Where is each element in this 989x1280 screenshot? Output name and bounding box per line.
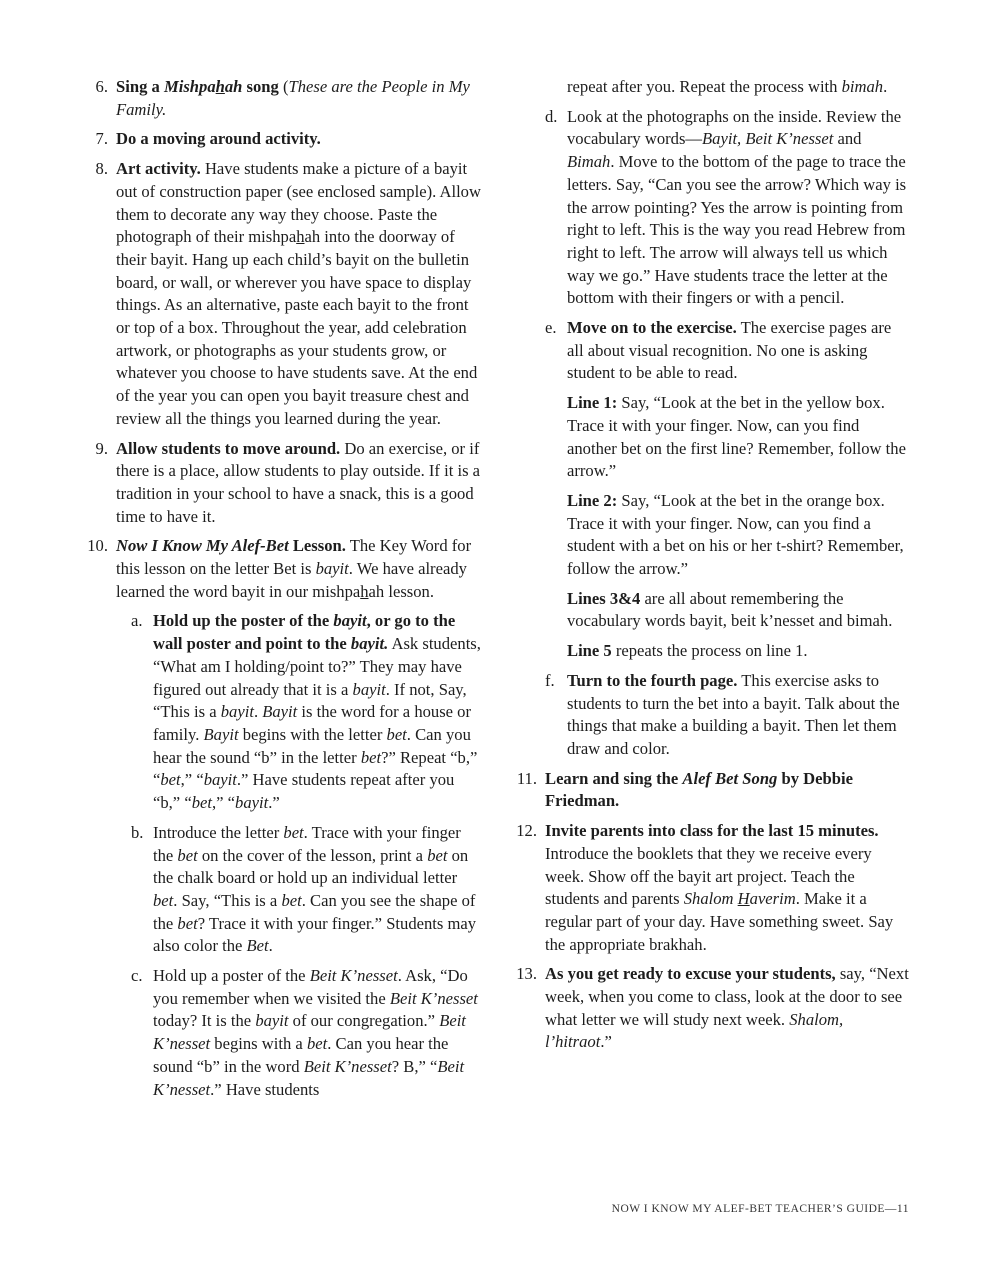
- sub-item-c-continued: repeat after you. Repeat the process with bimah.: [567, 77, 888, 96]
- line-2-instructions: Line 2: Say, “Look at the bet in the orange box. Trace it with your finger. Now, can you find a student with a bet on his or her t-shirt? Remember, follow the arrow.”: [567, 490, 904, 579]
- sub-item-c: [116, 965, 481, 1101]
- sub-text: Turn to the fourth page. This exercise asks to students to turn the bet into a bayit. Talk about the things that make a building a bayit. Then let them draw and color.: [567, 670, 900, 758]
- sub-label: d.: [545, 106, 558, 126]
- sub-text: Move on to the exercise. The exercise pages are all about visual recognition. No one is asking student to be able to read. Line 1: Say, “Look at the bet in the yellow box. Trace it with your finger. Now, can you find another bet on the first line? Remember, follow the arrow.” Line 2: Say, “Look at the bet in the orange box. Trace it with your finger. Now, can you find a student with a bet on his or her t-shirt? Remember, follow the arrow.” Lines 3&4 are all about remembering the vocabulary words bayit, beit k’nesset and bimah. Line 5 repeats the process on line 1.: [567, 317, 911, 663]
- sub-text: Introduce the letter bet. Trace with your finger the bet on the cover of the lesson, print a bet on the chalk board or hold up an individual letter bet. Say, “This is a bet. Can you see the shape of the bet? Trace it with your finger.” Students may also color the Bet.: [153, 822, 477, 956]
- item-number: 13.: [516, 964, 537, 984]
- item-text: Allow students to move around. Do an exercise, or if there is a place, allow students to play outside. If it is a tradition in your school to have a snack, this is a good time to have it.: [116, 438, 481, 526]
- sub-item-e: [511, 317, 911, 663]
- item-9: [76, 438, 481, 529]
- item-11: [505, 768, 911, 813]
- sub-item-f: [511, 670, 911, 761]
- item-10: [76, 535, 481, 1108]
- item-number: 7.: [95, 129, 108, 149]
- item-12: [505, 820, 911, 956]
- sub-item-a: [116, 610, 481, 814]
- left-column: [76, 76, 481, 1115]
- item-8: [76, 158, 481, 430]
- item-text: Sing a Mishpahah song (These are the People in My Family.: [116, 77, 470, 119]
- sub-item-b: [116, 822, 481, 958]
- item-13: [505, 963, 911, 1054]
- right-column: [511, 76, 911, 1061]
- sub-label: f.: [545, 670, 555, 690]
- sub-label: b.: [131, 822, 144, 842]
- item-number: 9.: [95, 438, 108, 458]
- sub-items: [116, 610, 481, 1101]
- sub-label: e.: [545, 318, 557, 338]
- line-1-instructions: Line 1: Say, “Look at the bet in the yellow box. Trace it with your finger. Now, can you find another bet on the first line? Remember, follow the arrow.”: [567, 393, 906, 481]
- item-number: 10.: [87, 536, 108, 556]
- item-number: 8.: [95, 159, 108, 179]
- item-text: Art activity. Have students make a picture of a bayit out of construction paper (see enclosed sample). Allow them to decorate any way they choose. Paste the photograph of their mishpahah into the doorway of their bayit. Hang up each child’s bayit on the bulletin board, or wall, or wherever you have space to display things. As an alternative, paste each bayit to the front or top of a box. Throughout the year, add celebration artwork, or photographs as your students grow, or whatever you choose to have students save. At the end of the year you can open you bayit treasure chest and review all the things you learned during the year.: [116, 159, 481, 428]
- sub-text: Look at the photographs on the inside. Review the vocabulary words—Bayit, Beit K’nesset and Bimah. Move to the bottom of the page to trace the letters. Say, “Can you see the arrow? Which way is the arrow pointing? Yes the arrow is pointing from right to left. This is the way you read Hebrew from right to left. The arrow will always tell us which way we go.” Have students trace the letter at the bottom with their fingers or with a pencil.: [567, 106, 907, 308]
- item-text: Invite parents into class for the last 15 minutes. Introduce the booklets that they we receive every week. Show off the bayit art project. Teach the students and parents Shalom Haverim. Make it a regular part of your day. Have something sweet. Say the appropriate brakhah.: [545, 821, 894, 954]
- item-text: Do a moving around activity.: [116, 129, 321, 149]
- sub-label: c.: [131, 966, 143, 986]
- item-number: 6.: [95, 77, 108, 96]
- item-text: Now I Know My Alef-Bet Lesson. The Key Word for this lesson on the letter Bet is bayit. We have already learned the word bayit in our mishpahah lesson. a. Hold up the poster of the bayit, or go to the wall poster and point to the bayit. Ask students, “What am I holding/point to?” They may have figured out already that it is a bayit. If not, Say, “This is a bayit. Bayit is the word for a house or family. Bayit begins with the letter bet. Can you hear the sound “b” in the letter bet?” Repeat “b,” “bet,” “bayit.” Have students repeat after you “b,” “bet,” “bayit.” b. Introduce the letter bet. Trace with your finger the bet on the cover of the lesson, print a bet on the chalk board or hold up an individual letter bet. Say, “This is a bet. Can you see the shape of the bet? Trace it with your finger.” Students may also color the Bet. c. Hold up a poster of the Beit K’nesset. Ask, “Do you remember when we visited the Beit K’nesset today? It is the bayit of our congregation.” Beit K’nesset begins with a bet. Can you hear the sound “b” in the word Beit K’nesset? B,” “Beit K’nesset.” Have students: [116, 535, 481, 1108]
- item-7: [76, 128, 481, 151]
- lines-3-4-instructions: Lines 3&4 are all about remembering the vocabulary words bayit, beit k’nesset and bimah.: [567, 588, 893, 631]
- item-text: As you get ready to excuse your students, say, “Next week, when you come to class, look at the door to see what letter we will study next week. Shalom, l’hitraot.”: [545, 964, 909, 1052]
- item-number: 11.: [516, 768, 537, 788]
- page-footer: NOW I KNOW MY ALEF-BET TEACHER’S GUIDE—11: [611, 1203, 909, 1215]
- item-number: 12.: [516, 821, 537, 841]
- sub-item-d: [511, 106, 911, 310]
- sub-text: Hold up the poster of the bayit, or go to the wall poster and point to the bayit. Ask students, “What am I holding/point to?” They may have figured out already that it is a bayit. If not, Say, “This is a bayit. Bayit is the word for a house or family. Bayit begins with the letter bet. Can you hear the sound “b” in the letter bet?” Repeat “b,” “bet,” “bayit.” Have students repeat after you “b,” “bet,” “bayit.”: [153, 611, 481, 813]
- sub-label: a.: [131, 611, 143, 631]
- item-text: Learn and sing the Alef Bet Song by Debbie Friedman.: [545, 768, 853, 811]
- sub-text: Hold up a poster of the Beit K’nesset. Ask, “Do you remember when we visited the Beit K’nesset today? It is the bayit of our congregation.” Beit K’nesset begins with a bet. Can you hear the sound “b” in the word Beit K’nesset? B,” “Beit K’nesset.” Have students: [153, 966, 478, 1099]
- line-5-instructions: Line 5 repeats the process on line 1.: [567, 641, 808, 661]
- item-6: [76, 76, 481, 121]
